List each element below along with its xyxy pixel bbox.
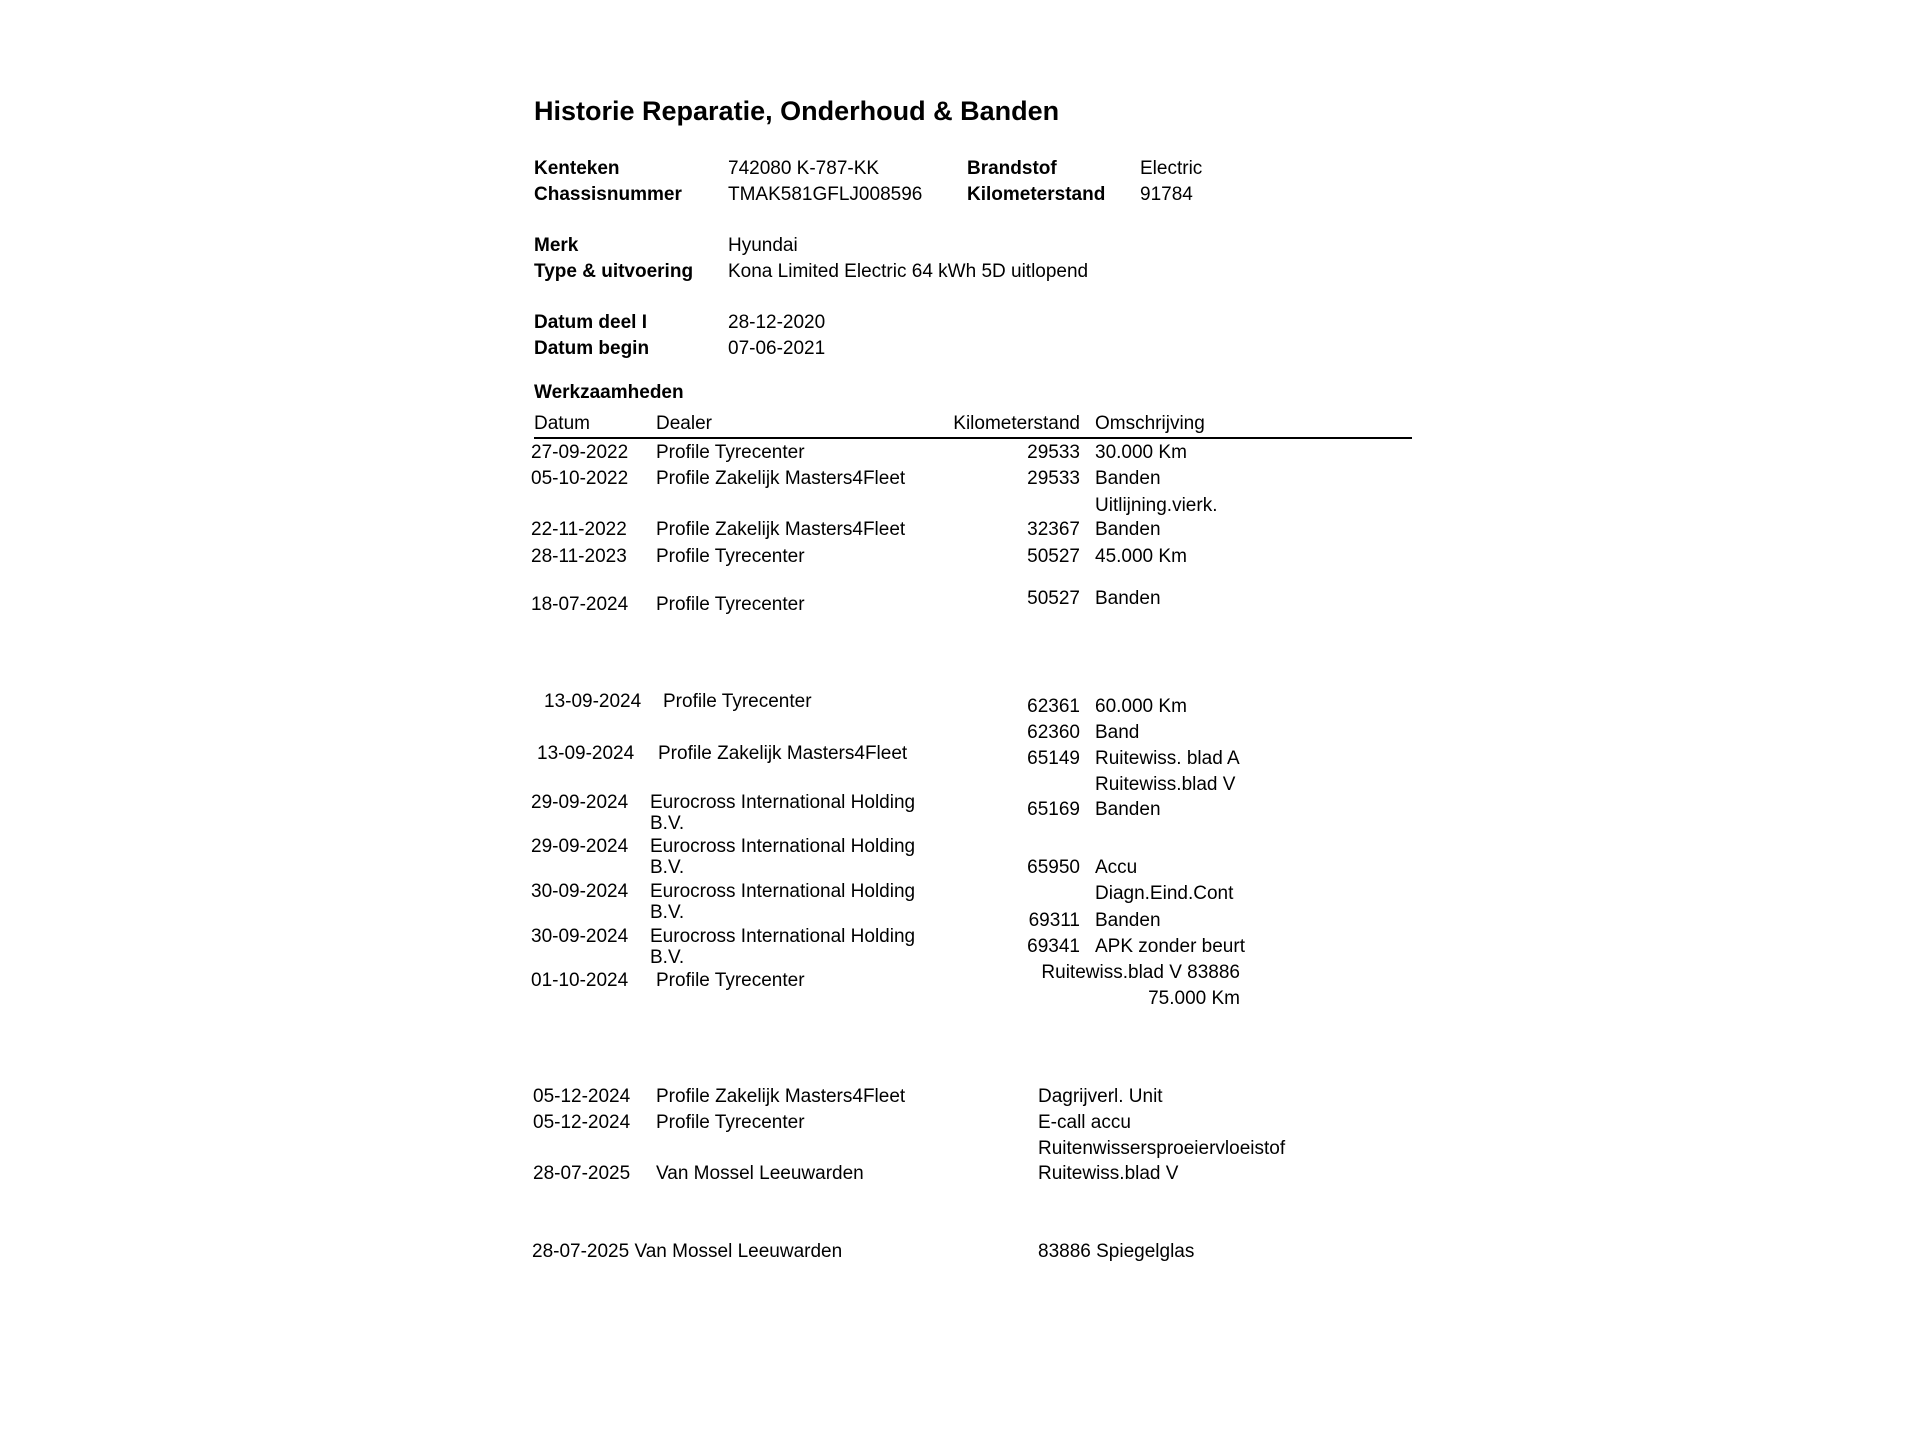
row-dealer: Profile Tyrecenter [656, 442, 805, 463]
row-omschrijving: Banden [1095, 519, 1161, 540]
row-omschrijving: Diagn.Eind.Cont [1095, 883, 1234, 904]
page-title: Historie Reparatie, Onderhoud & Banden [534, 96, 1060, 126]
row-datum: 01-10-2024 [531, 970, 629, 991]
col-header-dealer: Dealer [656, 413, 712, 434]
row-kilometerstand: 32367 [1027, 519, 1080, 540]
col-header-datum: Datum [534, 413, 590, 434]
row-omschrijving: 30.000 Km [1095, 442, 1187, 463]
datum-begin-value: 07-06-2021 [728, 338, 826, 359]
datum-begin-label: Datum begin [534, 338, 650, 359]
row-dealer: Profile Zakelijk Masters4Fleet [656, 468, 906, 489]
row-dealer: Eurocross International Holding B.V. [650, 881, 916, 923]
row-dealer: Eurocross International Holding B.V. [650, 792, 916, 834]
row-omschrijving: Banden [1095, 799, 1161, 820]
merk-value: Hyundai [728, 235, 798, 256]
row-dealer: Profile Zakelijk Masters4Fleet [656, 1086, 906, 1107]
section-heading: Werkzaamheden [534, 382, 684, 403]
kilometerstand-label: Kilometerstand [967, 184, 1106, 205]
row-omschrijving: Banden [1095, 910, 1161, 931]
row-omschrijving: Ruitewiss. blad A [1095, 748, 1240, 769]
row-omschrijving: Accu [1095, 857, 1138, 878]
merk-label: Merk [534, 235, 579, 256]
row-kilometerstand: 65950 [1027, 857, 1080, 878]
row-omschrijving: Banden [1095, 468, 1161, 489]
row-omschrijving: 75.000 Km [1148, 988, 1240, 1009]
row-dealer: Profile Tyrecenter [656, 970, 805, 991]
col-header-omschrijving: Omschrijving [1095, 413, 1205, 434]
datum-deel-label: Datum deel I [534, 312, 647, 333]
kilometerstand-value: 91784 [1140, 184, 1193, 205]
kenteken-value: 742080 K-787-KK [728, 158, 880, 179]
row-datum-dealer: 28-07-2025 Van Mossel Leeuwarden [532, 1241, 843, 1262]
row-kilometerstand: 69341 [1027, 936, 1080, 957]
row-dealer: Profile Tyrecenter [656, 546, 805, 567]
row-datum: 29-09-2024 [531, 836, 629, 857]
row-omschrijving: Dagrijverl. Unit [1038, 1086, 1163, 1107]
type-label: Type & uitvoering [534, 261, 694, 282]
row-omschrijving: 83886 Spiegelglas [1038, 1241, 1195, 1262]
col-header-kilometerstand: Kilometerstand [953, 413, 1080, 434]
row-kilometerstand: 65149 [1027, 748, 1080, 769]
row-omschrijving: E-call accu [1038, 1112, 1131, 1133]
row-kilometerstand: 65169 [1027, 799, 1080, 820]
row-dealer: Eurocross International Holding B.V. [650, 926, 916, 968]
row-datum: 05-10-2022 [531, 468, 629, 489]
chassisnummer-label: Chassisnummer [534, 184, 682, 205]
row-kilometerstand: 29533 [1027, 468, 1080, 489]
row-dealer: Profile Tyrecenter [656, 1112, 805, 1133]
row-datum: 18-07-2024 [531, 594, 629, 615]
row-omschrijving: Uitlijning.vierk. [1095, 495, 1218, 516]
row-datum: 27-09-2022 [531, 442, 629, 463]
brandstof-label: Brandstof [967, 158, 1057, 179]
datum-deel-value: 28-12-2020 [728, 312, 826, 333]
row-dealer: Profile Tyrecenter [663, 691, 812, 712]
row-datum: 22-11-2022 [531, 519, 627, 540]
row-omschrijving: Ruitewiss.blad V 83886 [1041, 962, 1240, 983]
row-datum: 13-09-2024 [544, 691, 642, 712]
row-datum: 30-09-2024 [531, 926, 629, 947]
row-datum: 13-09-2024 [537, 743, 635, 764]
row-datum: 30-09-2024 [531, 881, 629, 902]
row-dealer: Van Mossel Leeuwarden [656, 1163, 864, 1184]
type-value: Kona Limited Electric 64 kWh 5D uitlopend [728, 261, 1089, 282]
row-dealer: Profile Zakelijk Masters4Fleet [658, 743, 908, 764]
row-omschrijving: 60.000 Km [1095, 696, 1187, 717]
row-datum: 28-07-2025 [533, 1163, 631, 1184]
row-datum: 28-11-2023 [531, 546, 627, 567]
row-dealer: Profile Tyrecenter [656, 594, 805, 615]
row-omschrijving: APK zonder beurt [1095, 936, 1245, 957]
row-dealer: Eurocross International Holding B.V. [650, 836, 916, 878]
kenteken-label: Kenteken [534, 158, 620, 179]
row-kilometerstand: 62361 [1027, 696, 1080, 717]
brandstof-value: Electric [1140, 158, 1203, 179]
row-omschrijving: Ruitenwissersproeiervloeistof [1038, 1138, 1286, 1159]
row-omschrijving: Ruitewiss.blad V [1095, 774, 1236, 795]
row-kilometerstand: 69311 [1028, 910, 1080, 931]
row-dealer: Profile Zakelijk Masters4Fleet [656, 519, 906, 540]
row-datum: 05-12-2024 [533, 1112, 631, 1133]
row-omschrijving: Banden [1095, 588, 1161, 609]
row-datum: 29-09-2024 [531, 792, 629, 813]
row-kilometerstand: 29533 [1027, 442, 1080, 463]
header-divider [534, 437, 1412, 439]
row-omschrijving: 45.000 Km [1095, 546, 1187, 567]
row-kilometerstand: 62360 [1027, 722, 1080, 743]
row-kilometerstand: 50527 [1027, 588, 1080, 609]
row-omschrijving: Ruitewiss.blad V [1038, 1163, 1179, 1184]
chassisnummer-value: TMAK581GFLJ008596 [728, 184, 923, 205]
row-kilometerstand: 50527 [1027, 546, 1080, 567]
row-omschrijving: Band [1095, 722, 1140, 743]
row-datum: 05-12-2024 [533, 1086, 631, 1107]
